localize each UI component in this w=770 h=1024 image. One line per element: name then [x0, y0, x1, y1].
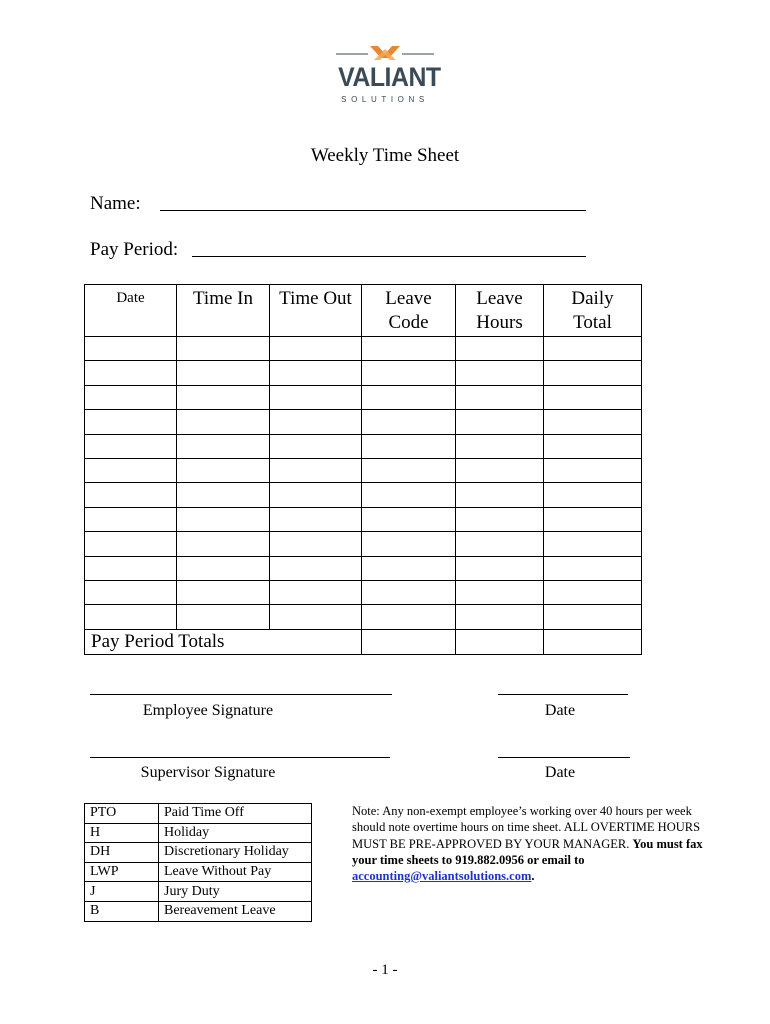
employee-date-label: Date: [544, 702, 576, 719]
header-daily-total-line1: Daily: [571, 288, 614, 309]
name-label: Name:: [90, 193, 141, 214]
cell-time-in[interactable]: [177, 507, 270, 531]
cell-time-out[interactable]: [270, 532, 362, 556]
leave-code: PTO: [85, 804, 159, 824]
cell-time-out[interactable]: [270, 337, 362, 361]
time-sheet-table: [84, 284, 642, 655]
leave-code: H: [85, 823, 159, 843]
cell-leave-hours[interactable]: [456, 361, 544, 385]
leave-code-row: [85, 823, 312, 843]
table-row: [85, 434, 642, 458]
leave-code-row: [85, 901, 312, 921]
header-time-out: Time Out: [270, 285, 362, 337]
totals-cell-daily-total[interactable]: [544, 629, 642, 654]
header-daily-total-line2: Total: [573, 312, 612, 333]
pay-period-label: Pay Period:: [90, 239, 179, 260]
table-row: [85, 507, 642, 531]
header-time-in: Time In: [177, 285, 270, 337]
cell-date[interactable]: [85, 458, 177, 482]
leave-code-meaning: Bereavement Leave: [159, 901, 312, 921]
totals-cell-leave-code[interactable]: [362, 629, 456, 654]
cell-date[interactable]: [85, 483, 177, 507]
leave-code: LWP: [85, 862, 159, 882]
employee-date-line[interactable]: [498, 694, 628, 695]
note-fax-instruction: You must fax your time sheets to 919.882.0956 or email to: [352, 836, 703, 867]
cell-date[interactable]: [85, 337, 177, 361]
cell-daily-total[interactable]: [544, 483, 642, 507]
cell-leave-code[interactable]: [362, 337, 456, 361]
cell-daily-total[interactable]: [544, 434, 642, 458]
cell-time-in[interactable]: [177, 532, 270, 556]
cell-time-out[interactable]: [270, 434, 362, 458]
leave-code-row: [85, 843, 312, 863]
totals-label: Pay Period Totals: [85, 629, 362, 654]
leave-code: DH: [85, 843, 159, 863]
table-row: [85, 385, 642, 409]
header-leave-hours-line1: Leave: [476, 288, 523, 309]
table-row: [85, 483, 642, 507]
leave-code-row: [85, 862, 312, 882]
leave-code-meaning: Paid Time Off: [159, 804, 312, 824]
cell-time-in[interactable]: [177, 483, 270, 507]
header-leave-code-line2: Code: [388, 312, 429, 333]
table-row: [85, 580, 642, 604]
header-daily-total: [544, 285, 642, 337]
cell-leave-code[interactable]: [362, 458, 456, 482]
cell-time-out[interactable]: [270, 458, 362, 482]
cell-time-in[interactable]: [177, 458, 270, 482]
cell-date[interactable]: [85, 580, 177, 604]
cell-date[interactable]: [85, 507, 177, 531]
cell-date[interactable]: [85, 532, 177, 556]
cell-daily-total[interactable]: [544, 532, 642, 556]
cell-leave-code[interactable]: [362, 385, 456, 409]
totals-row: [85, 629, 642, 654]
table-row: [85, 337, 642, 361]
cell-daily-total[interactable]: [544, 337, 642, 361]
note-text: Note: Any non-exempt employee’s working over 40 hours per week should note overtime hours on time sheet. ALL OVERTIME HOURS MUST BE PRE-APPROVED BY YOUR MANAGER.: [352, 804, 701, 851]
pay-period-field[interactable]: [192, 256, 586, 257]
accounting-email-link[interactable]: accounting@valiantsolutions.com: [352, 869, 532, 884]
cell-time-in[interactable]: [177, 580, 270, 604]
supervisor-date-label: Date: [544, 764, 576, 781]
leave-code: J: [85, 882, 159, 902]
cell-time-out[interactable]: [270, 556, 362, 580]
totals-cell-leave-hours[interactable]: [456, 629, 544, 654]
name-field[interactable]: [160, 210, 586, 211]
cell-date[interactable]: [85, 361, 177, 385]
leave-code: B: [85, 901, 159, 921]
cell-leave-code[interactable]: [362, 410, 456, 434]
cell-date[interactable]: [85, 385, 177, 409]
leave-code-row: [85, 882, 312, 902]
cell-time-out[interactable]: [270, 361, 362, 385]
cell-leave-code[interactable]: [362, 532, 456, 556]
cell-leave-hours[interactable]: [456, 434, 544, 458]
cell-date[interactable]: [85, 605, 177, 629]
cell-daily-total[interactable]: [544, 458, 642, 482]
cell-time-out[interactable]: [270, 605, 362, 629]
cell-leave-code[interactable]: [362, 605, 456, 629]
cell-time-in[interactable]: [177, 410, 270, 434]
supervisor-signature-line[interactable]: [90, 757, 390, 758]
valiant-logo: [334, 44, 441, 110]
cell-leave-code[interactable]: [362, 434, 456, 458]
cell-daily-total[interactable]: [544, 361, 642, 385]
cell-leave-hours[interactable]: [456, 483, 544, 507]
table-row: [85, 458, 642, 482]
leave-code-meaning: Discretionary Holiday: [159, 843, 312, 863]
overtime-note: [352, 803, 712, 884]
table-row: [85, 556, 642, 580]
cell-time-out[interactable]: [270, 483, 362, 507]
leave-code-meaning: Leave Without Pay: [159, 862, 312, 882]
cell-daily-total[interactable]: [544, 605, 642, 629]
cell-time-in[interactable]: [177, 337, 270, 361]
employee-signature-label: Employee Signature: [142, 702, 274, 719]
cell-time-in[interactable]: [177, 556, 270, 580]
cell-leave-code[interactable]: [362, 361, 456, 385]
logo-mark-icon: [334, 44, 436, 64]
employee-signature-line[interactable]: [90, 694, 392, 695]
cell-date[interactable]: [85, 434, 177, 458]
cell-leave-hours[interactable]: [456, 532, 544, 556]
cell-leave-code[interactable]: [362, 507, 456, 531]
header-leave-hours-line2: Hours: [476, 312, 523, 333]
cell-leave-hours[interactable]: [456, 410, 544, 434]
note-end: .: [531, 869, 535, 884]
leave-code-meaning: Jury Duty: [159, 882, 312, 902]
cell-time-in[interactable]: [177, 434, 270, 458]
cell-leave-code[interactable]: [362, 580, 456, 604]
cell-leave-hours[interactable]: [456, 458, 544, 482]
cell-time-out[interactable]: [270, 410, 362, 434]
cell-leave-code[interactable]: [362, 483, 456, 507]
cell-daily-total[interactable]: [544, 580, 642, 604]
logo-wordmark: VALIANT: [338, 62, 441, 92]
page-number: - 1 -: [372, 962, 398, 978]
table-row: [85, 532, 642, 556]
cell-leave-hours[interactable]: [456, 337, 544, 361]
table-row: [85, 361, 642, 385]
logo-subtitle: SOLUTIONS: [341, 95, 429, 104]
cell-leave-hours[interactable]: [456, 556, 544, 580]
header-date: Date: [85, 285, 177, 337]
cell-date[interactable]: [85, 410, 177, 434]
cell-leave-hours[interactable]: [456, 605, 544, 629]
table-row: [85, 605, 642, 629]
cell-daily-total[interactable]: [544, 385, 642, 409]
cell-daily-total[interactable]: [544, 410, 642, 434]
leave-codes-table: [84, 803, 312, 922]
table-header-row: [85, 285, 642, 337]
cell-time-out[interactable]: [270, 507, 362, 531]
supervisor-date-line[interactable]: [498, 757, 630, 758]
header-leave-code: [362, 285, 456, 337]
cell-leave-hours[interactable]: [456, 580, 544, 604]
page-title: Weekly Time Sheet: [310, 145, 460, 166]
cell-leave-code[interactable]: [362, 556, 456, 580]
cell-leave-hours[interactable]: [456, 507, 544, 531]
cell-time-in[interactable]: [177, 361, 270, 385]
cell-time-in[interactable]: [177, 385, 270, 409]
supervisor-signature-label: Supervisor Signature: [140, 764, 276, 781]
cell-daily-total[interactable]: [544, 507, 642, 531]
table-row: [85, 410, 642, 434]
leave-code-meaning: Holiday: [159, 823, 312, 843]
cell-time-out[interactable]: [270, 385, 362, 409]
cell-leave-hours[interactable]: [456, 385, 544, 409]
cell-time-out[interactable]: [270, 580, 362, 604]
cell-daily-total[interactable]: [544, 556, 642, 580]
header-leave-hours: [456, 285, 544, 337]
cell-time-in[interactable]: [177, 605, 270, 629]
cell-date[interactable]: [85, 556, 177, 580]
leave-code-row: [85, 804, 312, 824]
header-leave-code-line1: Leave: [385, 288, 432, 309]
